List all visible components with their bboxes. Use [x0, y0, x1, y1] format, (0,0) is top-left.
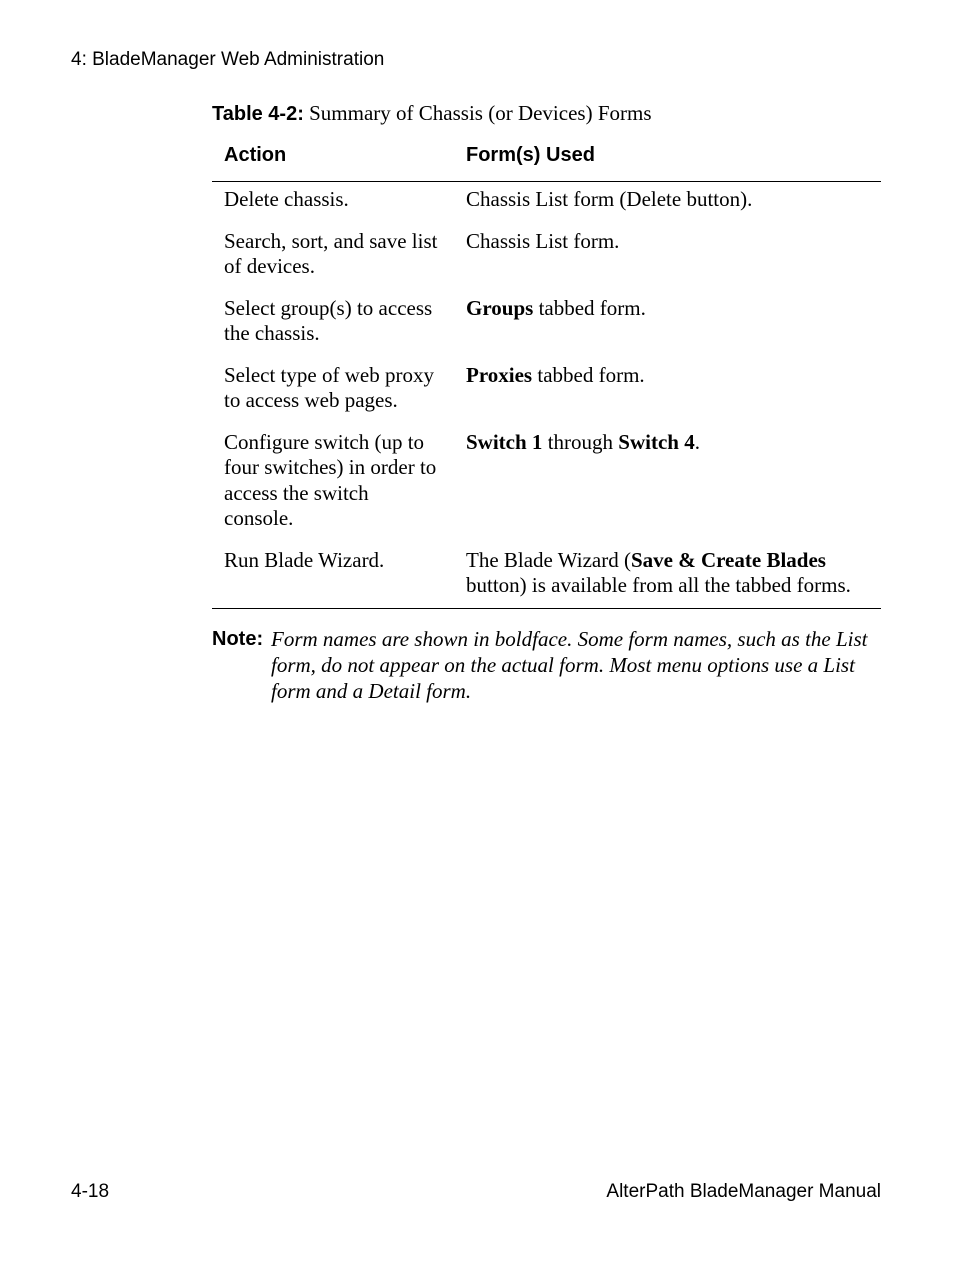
column-header-forms: Form(s) Used — [454, 137, 881, 182]
form-text: Chassis List form. — [466, 228, 620, 253]
table-body — [212, 182, 881, 609]
form-name: Save & Create Blades — [630, 547, 826, 572]
action-cell: Search, sort, and save list of devices. — [224, 228, 438, 278]
table-caption-text: Summary of Chassis (or Devices) Forms — [309, 101, 652, 125]
table-caption-label: Table 4-2: — [212, 103, 304, 125]
form-text: tabbed form. — [533, 295, 646, 320]
action-cell: Delete chassis. — [224, 187, 349, 211]
action-cell: Configure switch (up to four switches) in order to access the switch console. — [224, 429, 437, 530]
forms-cell — [454, 182, 881, 225]
page-number: 4-18 — [71, 1181, 110, 1202]
form-text: . — [694, 429, 700, 454]
forms-cell — [454, 544, 881, 609]
forms-cell — [454, 292, 881, 359]
table-row — [212, 544, 881, 609]
table-caption — [212, 100, 652, 127]
action-cell: Select group(s) to access the chassis. — [224, 295, 433, 345]
action-cell: Run Blade Wizard. — [212, 544, 454, 609]
forms-cell — [454, 359, 881, 426]
note — [212, 626, 882, 704]
form-name: Switch 4 — [618, 429, 695, 454]
running-header: 4: BladeManager Web Administration — [71, 49, 385, 70]
manual-title: AlterPath BladeManager Manual — [606, 1181, 881, 1202]
forms-cell — [454, 426, 881, 544]
table-row — [212, 292, 881, 359]
table-header-row — [212, 137, 881, 182]
form-text: button) is available from all the tabbed forms. — [466, 573, 851, 597]
form-text: tabbed form. — [532, 362, 645, 387]
form-text: through — [542, 429, 619, 454]
column-header-action: Action — [212, 137, 454, 182]
form-text: Chassis List form (Delete button). — [466, 187, 753, 211]
form-text: The Blade Wizard ( — [466, 547, 631, 572]
form-name: Switch 1 — [466, 429, 543, 454]
chassis-forms-table — [212, 137, 881, 609]
note-text: Form names are shown in boldface. Some form names, such as the List form, do not appear on the actual form. Most menu options use a List form and a Detail form. — [271, 627, 868, 703]
form-name: Proxies — [466, 362, 533, 387]
forms-cell — [454, 225, 881, 292]
table-row — [212, 225, 881, 292]
table-row — [212, 359, 881, 426]
table-row — [212, 426, 881, 544]
note-label: Note: — [212, 628, 264, 650]
action-cell: Select type of web proxy to access web pages. — [224, 362, 434, 412]
table-row — [212, 182, 881, 225]
form-name: Groups — [466, 295, 534, 320]
